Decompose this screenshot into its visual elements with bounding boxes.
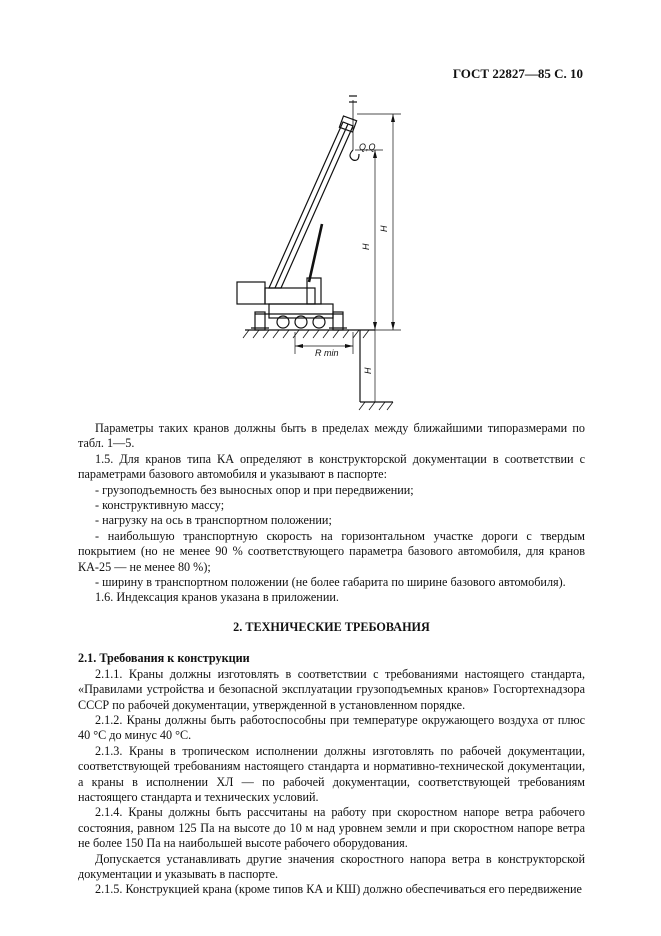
list-item: - наибольшую транспортную скорость на горизонтальном участке дороги с твердым покрытием (но не менее 90 % соответствующего параметра базового автомобиля, для кранов КА-25 — не менее 80 %); bbox=[78, 528, 585, 574]
paragraph: 2.1.2. Краны должны быть работоспособны при температуре окружающего воздуха от плюс 40 °С до минус 40 °С. bbox=[78, 712, 585, 743]
label-rmin: R min bbox=[315, 348, 339, 358]
label-q: Q,Q bbox=[359, 142, 376, 152]
list-item: - нагрузку на ось в транспортном положении; bbox=[95, 513, 332, 528]
cabin bbox=[237, 282, 265, 304]
paragraph: 2.1.3. Краны в тропическом исполнении должны изготовлять по рабочей документации, соответствующей требованиям настоящего стандарта и нормативно-технической документации, а краны в исполнении ХЛ — по рабочей документации, соответствующей требованиям настоящего стандарта и технических условий. bbox=[78, 743, 585, 804]
paragraph: Параметры таких кранов должны быть в пределах между ближайшими типоразмерами по табл. 1—5. bbox=[78, 421, 585, 451]
paragraph: 1.6. Индексация кранов указана в приложении. bbox=[95, 590, 339, 605]
paragraph: 2.1.4. Краны должны быть рассчитаны на работу при скоростном напоре ветра рабочего состояния, равном 125 Па на высоте до 10 м над уровнем земли и при скоростном напоре ветра не более 150 Па на наибольшей высоте рабочего оборудования. bbox=[78, 805, 585, 851]
section-title: 2. ТЕХНИЧЕСКИЕ ТРЕБОВАНИЯ bbox=[233, 619, 430, 634]
label-h: H bbox=[361, 243, 371, 250]
hook-icon bbox=[350, 150, 359, 160]
boom-cylinder bbox=[309, 224, 322, 282]
list-item: - ширину в транспортном положении (не более габарита по ширине базового автомобиля). bbox=[95, 575, 566, 590]
crane-drawing bbox=[225, 92, 425, 412]
subsection-title: 2.1. Требования к конструкции bbox=[78, 651, 250, 666]
list-item: - конструктивную массу; bbox=[95, 498, 225, 513]
label-h0: H bbox=[363, 367, 373, 374]
document-body bbox=[78, 421, 585, 898]
list-item: - грузоподъемность без выносных опор и при передвижении; bbox=[95, 482, 414, 497]
paragraph: 2.1.5. Конструкцией крана (кроме типов КА и КШ) должно обеспечиваться его передвижение bbox=[95, 882, 582, 897]
outrigger-left bbox=[255, 312, 265, 330]
paragraph: 2.1.1. Краны должны изготовлять в соответствии с требованиями настоящего стандарта, «Правилами устройства и безопасной эксплуатации грузоподъемных кранов» Госгортехнадзора СССР по рабочей документации, утвержденной в установленном порядке. bbox=[78, 666, 585, 712]
paragraph: 1.5. Для кранов типа КА определяют в конструкторской документации в соответствии с параметрами базового автомобиля и указывают в паспорте: bbox=[78, 451, 585, 482]
paragraph: Допускается устанавливать другие значения скоростного напора ветра в конструкторской документации и указывать в паспорте. bbox=[78, 851, 585, 881]
label-h1: H bbox=[379, 225, 389, 232]
page-header: ГОСТ 22827—85 С. 10 bbox=[452, 66, 583, 81]
outrigger-right bbox=[333, 312, 343, 330]
boom bbox=[269, 122, 353, 288]
